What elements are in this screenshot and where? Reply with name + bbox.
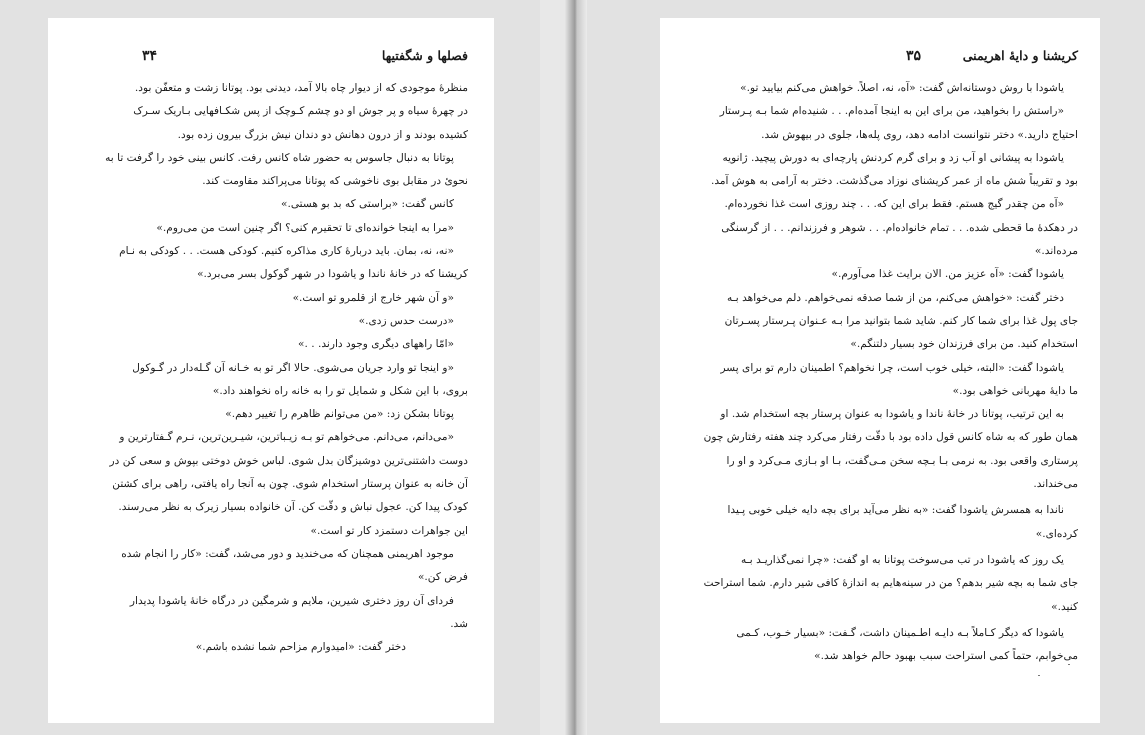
text-line: «مرا به اینجا خوانده‌ای تا تحقیرم کنی؟ اگر چنین است من می‌روم.» (156, 221, 454, 234)
left-running-title: فصلها و شگفتیها (381, 48, 468, 63)
text-line: به این ترتیب، پوتانا در خانهٔ ناندا و یاشودا به عنوان پرستار بچه استخدام شد. او (720, 408, 1064, 421)
scan-speck (1038, 675, 1040, 676)
text-line: کنید.» (1051, 600, 1078, 613)
text-line: در دهکدهٔ ما قحطی شده. . . تمام خانواده‌ام. . . شوهر و فرزندانم. . . از گرسنگی (721, 221, 1078, 234)
text-line: «و آن شهر خارج از قلمرو تو است.» (292, 291, 454, 304)
right-page-header (676, 48, 1078, 64)
text-line: ما دایهٔ مهربانی خواهی بود.» (952, 384, 1078, 397)
text-line: «می‌دانم، می‌دانم. می‌خواهم تو بـه زیـباترین، شیـرین‌ترین، نـرم گـفتارترین و (119, 431, 454, 444)
text-line: می‌خنداند. (1033, 478, 1078, 491)
scan-speck (1068, 664, 1070, 665)
text-line: این جواهرات دستمزد کار تو است.» (310, 524, 468, 537)
text-line: بود و تقریباً شش ماه از عمر کریشنای نوزاد می‌گذشت. دختر به آرامی به هوش آمد. (710, 175, 1078, 188)
text-line: موجود اهریمنی همچنان که می‌خندید و دور می‌شد، گفت: «کار را انجام شده (121, 547, 454, 560)
text-line: «راستش را بخواهید، من برای این به اینجا آمده‌ام. . . شنیده‌ام شما بـه پـرستار (719, 105, 1064, 118)
text-line: «درست حدس زدی.» (358, 314, 454, 327)
book-gutter (565, 0, 587, 735)
text-line: دوست داشتنی‌ترین دوشیزگان بدل شوی. لباس خوش دوختی بپوش و سعی کن در (109, 454, 468, 467)
right-page-number: ۳۵ (906, 48, 922, 64)
text-line: کودک پیدا کن. عجول نباش و دقّت کن. آن خانواده بسیار زیرک به نظر می‌رسند. (118, 501, 468, 514)
text-line: جای شما به بچه شیر بدهم؟ من در سینه‌هایم به اندازهٔ کافی شیر دارم. شما استراحت (703, 577, 1078, 590)
text-line: کرده‌ای.» (1035, 527, 1078, 540)
text-line: نحویٔ در مقابل بوی ناخوشی که پوتانا می‌پراکند مقاومت کند. (202, 175, 468, 188)
text-line: احتیاج دارید.» دختر نتوانست ادامه دهد، روی پله‌ها، جلوی در بیهوش شد. (761, 128, 1078, 141)
text-line: پوتانا بشکن زد: «من می‌توانم ظاهرم را تغییر دهم.» (225, 408, 454, 421)
left-page (48, 18, 494, 723)
text-line: یاشودا به پیشانی او آب زد و برای گرم کردنش پارچه‌ای به دورش پیچید. ژانویه (722, 151, 1064, 164)
text-line: پرستاری واقعی بود. به نرمی بـا بـچه سخن مـی‌گفت، بـا او بـازی مـی‌کرد و او را (726, 454, 1078, 467)
left-page-header (74, 48, 468, 64)
text-line: یاشودا گفت: «البته، خیلی خوب است، چرا نخواهم؟ اطمینان دارم تو برای پسر (720, 361, 1064, 374)
text-line: مرده‌اند.» (1034, 245, 1078, 258)
text-line: پوتانا به دنبال جاسوس به حضور شاه کانس رفت. کانس بینی خود را گرفت تا به (105, 151, 454, 164)
text-line: همان طور که به شاه کانس قول داده بود با دقّت رفتار می‌کرد چند هفته رفتارش چون (703, 431, 1078, 444)
text-line: کشیده بودند و از درون دهانش دو دندان نیش بزرگ بیرون زده بود. (177, 128, 468, 141)
text-line: «امّا راههای دیگری وجود دارند. . .» (298, 338, 454, 351)
text-line: شد. (450, 617, 468, 630)
text-line: کانس گفت: «براستی که بد بو هستی.» (281, 198, 454, 211)
text-line: جای پول غذا برای شما کار کنم. شاید شما بتوانید مرا بـه عـنوان پـرستار پسـرتان (724, 314, 1078, 327)
text-line: منظرهٔ موجودی که از دیوار چاه بالا آمد، دیدنی بود. پوتانا زشت و متعفّن بود. (134, 82, 468, 94)
right-page-body (676, 77, 1078, 668)
text-line: فرض کن.» (417, 571, 468, 584)
text-line: دختر گفت: «خواهش می‌کنم، من از شما صدقه نمی‌خواهم. دلم می‌خواهد بـه (726, 291, 1064, 304)
text-line: دختر گفت: «امیدوارم مزاحم شما نشده باشم.» (195, 641, 406, 654)
right-running-title: کریشنا و دایهٔ اهریمنی (962, 48, 1078, 63)
text-line: «نه، نه، بمان. باید دربارهٔ کاری مذاکره کنیم. کودکی هست. . . کودکی به نـام (119, 245, 454, 258)
text-line: کریشنا که در خانهٔ ناندا و یاشودا در شهر گوکول بسر می‌برد.» (197, 268, 468, 281)
left-page-body (74, 77, 468, 659)
text-line: فردای آن روز دختری شیرین، ملایم و شرمگین در درگاه خانهٔ یاشودا پدیدار (129, 594, 454, 607)
text-line: یاشودا گفت: «آه عزیز من. الان برایت غذا می‌آورم.» (831, 268, 1064, 281)
text-line: ناندا به همسرش یاشودا گفت: «به نظر می‌آید برای بچه دایه خیلی خوبی پـیدا (727, 504, 1064, 517)
right-page (660, 18, 1100, 723)
text-line: می‌خوابم، حتماً کمی استراحت سبب بهبود حالم خواهد شد.» (814, 650, 1078, 663)
text-line: «آه من چقدر گیج هستم. فقط برای این که. . . چند روزی است غذا نخورده‌ام. (724, 198, 1064, 211)
text-line: استخدام کنید. من برای فرزندان خود بسیار دلتنگم.» (850, 338, 1078, 351)
text-line: یک روز که یاشودا در تب می‌سوخت پوتانا به او گفت: «چرا نمی‌گذاریـد بـه (740, 553, 1064, 566)
text-line: بروی، با این شکل و شمایل تو را به خانه راه نخواهند داد.» (212, 384, 468, 397)
text-line: «و اینجا تو وارد جریان می‌شوی. حالا اگر تو به خـانه آن گـله‌دار در گـوکول (132, 361, 454, 374)
left-page-number: ۳۴ (142, 48, 158, 64)
text-line: یاشودا که دیگر کـاملاً بـه دایـه اطـمینان داشت، گـفت: «بسیار خـوب، کـمی (736, 626, 1064, 639)
text-line: آن خانه به عنوان پرستار استخدام شوی. چون به آنجا راه یافتی، راهی برای کشتن (112, 478, 468, 491)
text-line: در چهرهٔ سیاه و پر جوش او دو چشم کـوچک از پس شکـافهایی بـاریک سـرک (133, 105, 468, 118)
gutter-shadow (540, 0, 565, 735)
text-line: یاشودا با روش دوستانه‌اش گفت: «آه، نه، اصلاً. خواهش می‌کنم بیایید تو.» (740, 82, 1064, 94)
